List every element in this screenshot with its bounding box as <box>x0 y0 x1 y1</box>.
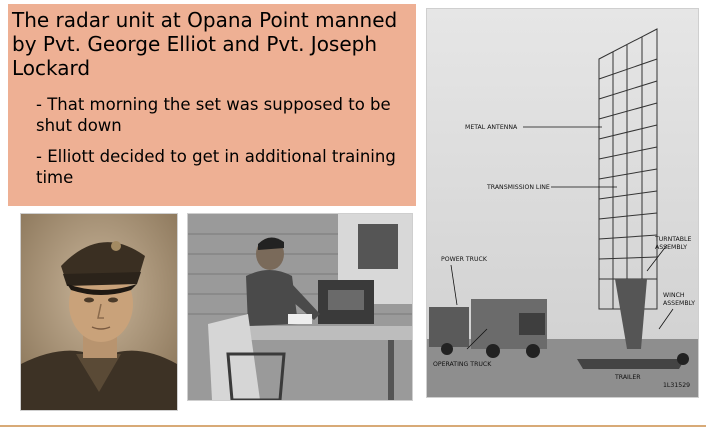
label-turntable-assembly: ASSEMBLY <box>655 244 687 251</box>
bullet-2: - Elliott decided to get in additional training time <box>36 147 396 187</box>
radar-unit-photo <box>426 8 699 398</box>
label-operating-truck: OPERATING TRUCK <box>433 361 492 368</box>
label-winch: WINCH <box>663 292 685 299</box>
operator-photo <box>187 213 413 401</box>
label-metal-antenna: METAL ANTENNA <box>465 124 518 131</box>
label-turntable: TURNTABLE <box>655 236 692 243</box>
label-power-truck: POWER TRUCK <box>441 256 487 263</box>
label-trailer: TRAILER <box>615 374 641 381</box>
footer-divider <box>0 425 706 427</box>
slide-title: The radar unit at Opana Point manned by Pvt. George Elliot and Pvt. Joseph Lockard <box>12 8 398 80</box>
label-transmission-line: TRANSMISSION LINE <box>487 184 550 191</box>
label-winch-assembly: ASSEMBLY <box>663 300 695 307</box>
bullet-1: - That morning the set was supposed to be shut down <box>36 95 391 135</box>
portrait-photo <box>20 213 178 411</box>
label-photo-id: 1L31529 <box>663 382 691 389</box>
